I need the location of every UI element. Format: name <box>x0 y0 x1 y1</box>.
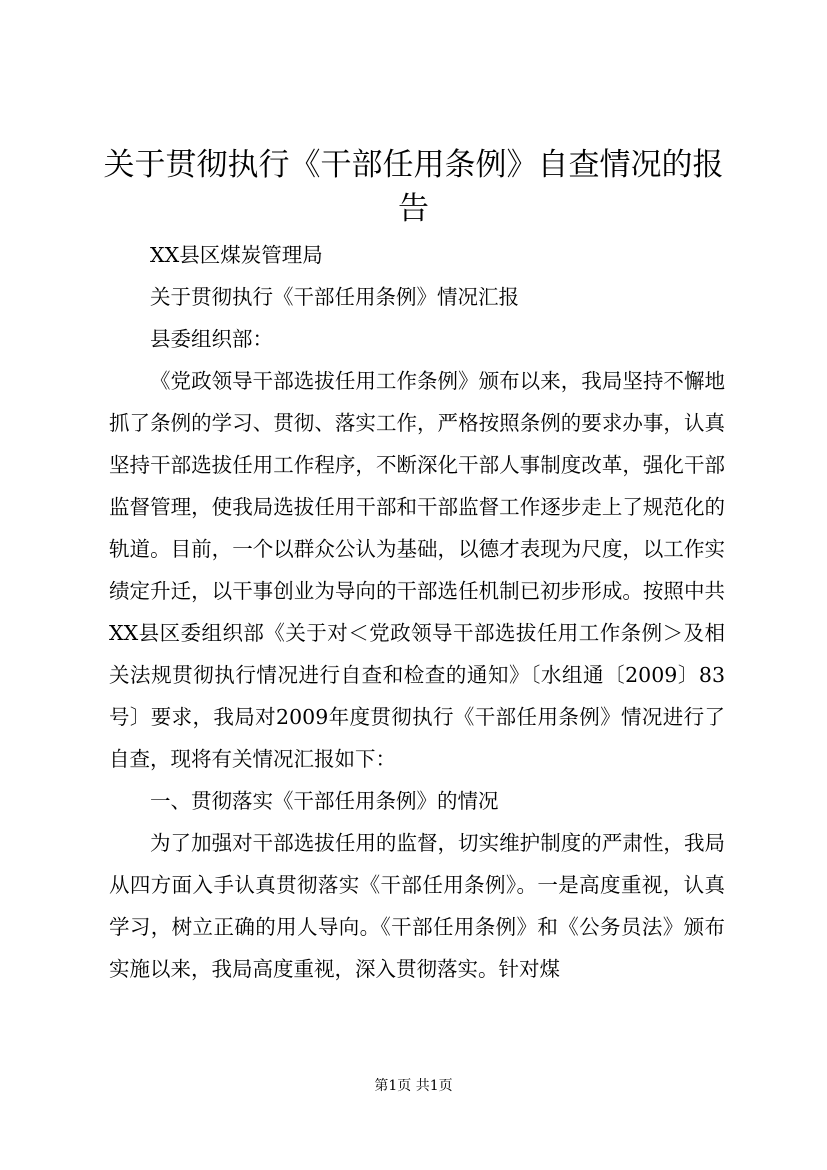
paragraph-issuer: XX县区煤炭管理局 <box>150 243 323 267</box>
paragraph-recipient: 县委组织部： <box>150 327 273 351</box>
paragraph-intro: 《党政领导干部选拔任用工作条例》颁布以来，我局坚持不懈地抓了条例的学习、贯彻、落实工作，严格按照条例的要求办事，认真坚持干部选拔任用工作程序，不断深化干部人事制度改革，强化干部监督管理，使我局选拔任用干部和干部监督工作逐步走上了规范化的轨道。目前，一个以群众公认为基础，以德才表现为尺度，以工作实绩定升迁，以干事创业为导向的干部选任机制已初步形成。按照中共XX县区委组织部《关于对＜党政领导干部选拔任用工作条例＞及相关法规贯彻执行情况进行自查和检查的通知》〔水组通〔2009〕83号〕要求，我局对2009年度贯彻执行《干部任用条例》情况进行了自查，现将有关情况汇报如下： <box>109 369 725 771</box>
document-title: 关于贯彻执行《干部任用条例》自查情况的报告 <box>103 147 724 227</box>
paragraph-section-1: 为了加强对干部选拔任用的监督，切实维护制度的严肃性，我局从四方面入手认真贯彻落实《干部任用条例》。一是高度重视，认真学习，树立正确的用人导向。《干部任用条例》和《公务员法》颁布实施以来，我局高度重视，深入贯彻落实。针对煤 <box>109 831 725 981</box>
page-footer: 第1页 共1页 <box>374 1078 453 1094</box>
paragraph-subject: 关于贯彻执行《干部任用条例》情况汇报 <box>150 285 519 309</box>
document-body <box>109 234 725 990</box>
section-heading: 一、贯彻落实《干部任用条例》的情况 <box>150 789 499 813</box>
